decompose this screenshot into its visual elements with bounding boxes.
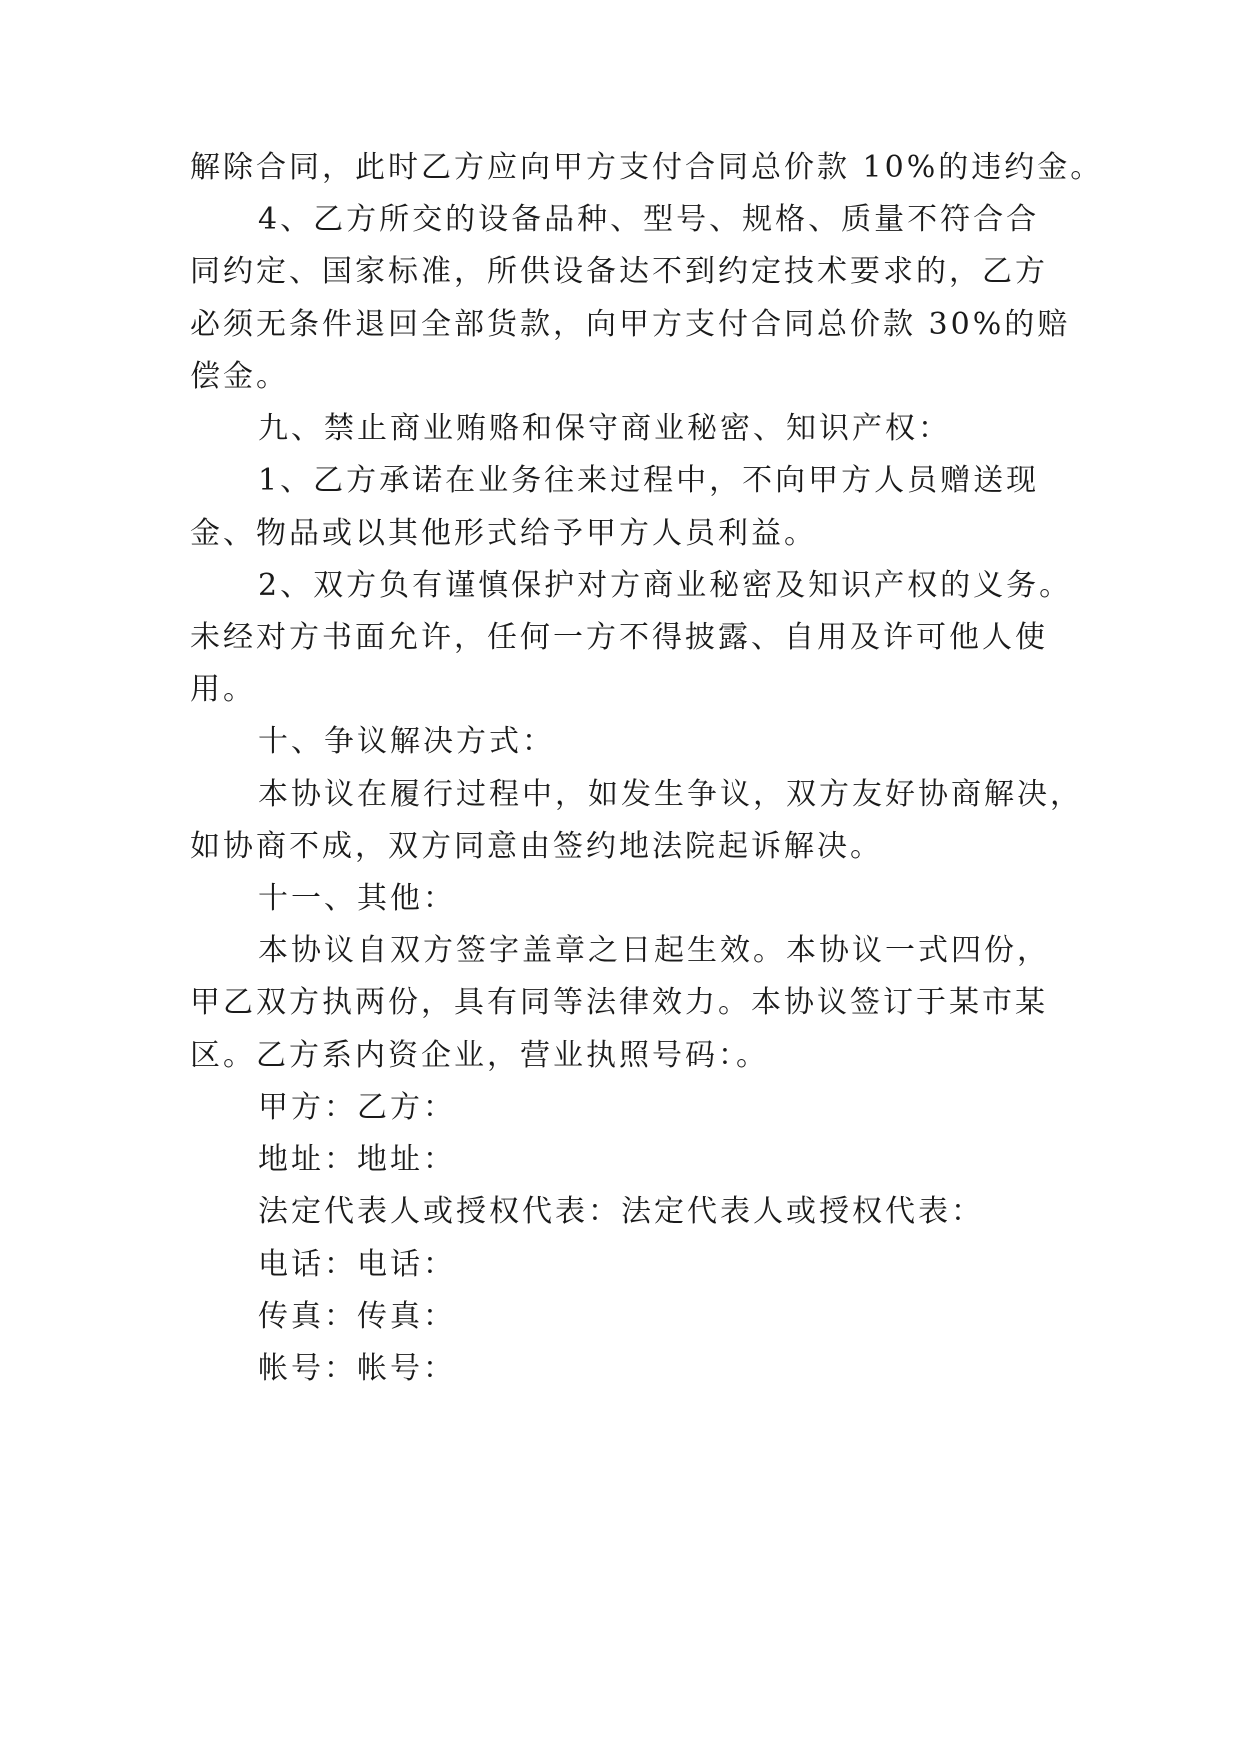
text-line: 本协议在履行过程中，如发生争议，双方友好协商解决， — [258, 777, 1083, 812]
signature-field: 甲方：乙方： — [258, 1090, 456, 1125]
signature-field: 法定代表人或授权代表：法定代表人或授权代表： — [258, 1194, 984, 1229]
signature-field: 电话：电话： — [258, 1247, 456, 1282]
signature-field: 帐号：帐号： — [258, 1351, 456, 1386]
text-line: 本协议自双方签字盖章之日起生效。本协议一式四份， — [258, 933, 1050, 968]
text-line: 甲乙双方执两份，具有同等法律效力。本协议签订于某市某 — [190, 985, 1048, 1020]
section-heading: 十、争议解决方式： — [258, 724, 555, 759]
signature-field: 地址：地址： — [258, 1142, 456, 1177]
text-line: 2、双方负有谨慎保护对方商业秘密及知识产权的义务。 — [258, 568, 1073, 603]
section-heading: 九、禁止商业贿赂和保守商业秘密、知识产权： — [258, 411, 951, 446]
text-line: 金、物品或以其他形式给予甲方人员利益。 — [190, 516, 817, 551]
text-line: 解除合同，此时乙方应向甲方支付合同总价款 10%的违约金。 — [190, 150, 1104, 185]
text-line: 区。乙方系内资企业，营业执照号码：。 — [190, 1038, 769, 1073]
text-line: 1、乙方承诺在业务往来过程中，不向甲方人员赠送现 — [258, 463, 1040, 498]
text-line: 4、乙方所交的设备品种、型号、规格、质量不符合合 — [258, 202, 1040, 237]
text-line: 如协商不成，双方同意由签约地法院起诉解决。 — [190, 829, 883, 864]
text-line: 同约定、国家标准，所供设备达不到约定技术要求的，乙方 — [190, 254, 1048, 289]
section-heading: 十一、其他： — [258, 881, 456, 916]
signature-field: 传真：传真： — [258, 1299, 456, 1334]
text-line: 未经对方书面允许，任何一方不得披露、自用及许可他人使 — [190, 620, 1048, 655]
text-line: 偿金。 — [190, 359, 289, 394]
text-line: 必须无条件退回全部货款，向甲方支付合同总价款 30%的赔 — [190, 307, 1071, 342]
text-line: 用。 — [190, 672, 256, 707]
